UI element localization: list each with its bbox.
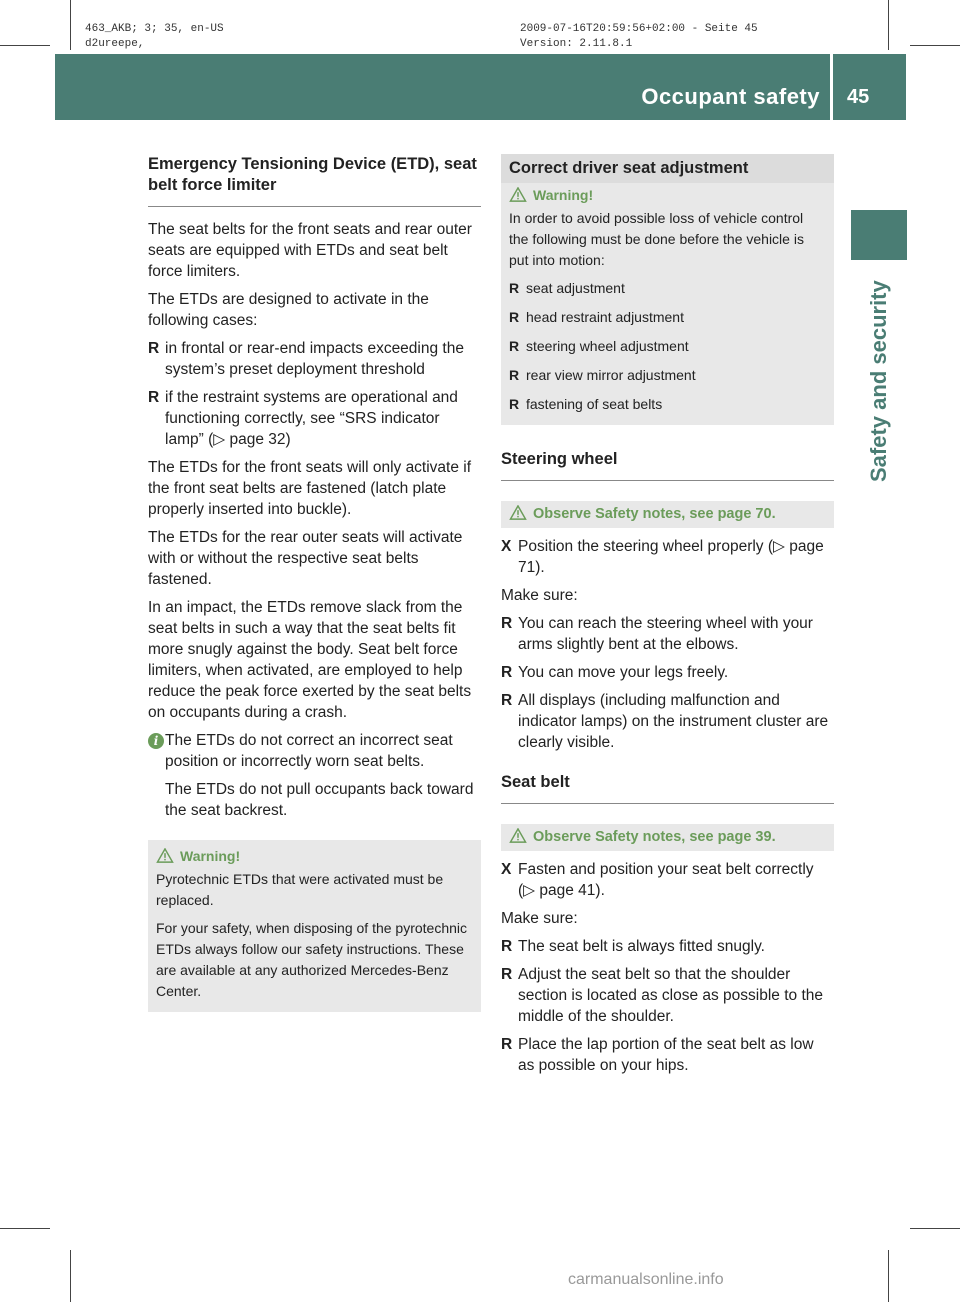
list-item-text: Adjust the seat belt so that the shoulder section is located as close as possible to the middle of the shoulder. (518, 966, 824, 1025)
bullet-icon: R (509, 338, 520, 354)
right-column (501, 154, 834, 1083)
crop-mark (888, 1250, 889, 1302)
list-item (509, 278, 826, 299)
bullet-icon: R (501, 692, 513, 709)
meta-line: d2ureepe, (85, 38, 145, 50)
info-icon: i (148, 733, 164, 749)
list-item (501, 613, 834, 655)
list-item-text: You can reach the steering wheel with your arms slightly bent at the elbows. (518, 615, 813, 653)
warning-triangle-icon (509, 505, 527, 520)
bullet-icon: R (509, 396, 520, 412)
paragraph: The ETDs are designed to activate in the following cases: (148, 291, 429, 329)
list-item-text: fastening of seat belts (526, 396, 663, 412)
section-heading-steering: Steering wheel (501, 449, 834, 481)
bullet-icon: R (509, 309, 520, 325)
list-item-text: The seat belt is always fitted snugly. (518, 938, 765, 955)
list-item (148, 338, 481, 380)
warning-triangle-icon (509, 187, 527, 202)
warning-triangle-icon (509, 828, 527, 843)
header-separator (830, 54, 833, 120)
step (501, 536, 834, 578)
paragraph: Make sure: (501, 910, 578, 927)
list-item (509, 365, 826, 386)
meta-line: Version: 2.11.8.1 (520, 38, 633, 50)
info-text: The ETDs do not correct an incorrect seat position or incorrectly worn seat belts. (165, 732, 453, 770)
step-icon: X (501, 861, 512, 878)
paragraph: The ETDs for the rear outer seats will activate with or without the respective seat belts fastened. (148, 529, 463, 588)
list-item (501, 690, 834, 753)
bullet-icon: R (148, 389, 160, 406)
warning-box-etd (148, 840, 481, 1012)
list-item (501, 964, 834, 1027)
safety-note (501, 824, 834, 851)
crop-mark (910, 1228, 960, 1229)
list-item (501, 936, 834, 957)
warning-text: For your safety, when disposing of the pyrotechnic ETDs always follow our safety instructions. These are available at any authorized Mercedes-Benz Center. (156, 920, 468, 999)
bullet-icon: R (501, 615, 513, 632)
list-item (509, 336, 826, 357)
paragraph: Make sure: (501, 587, 578, 604)
print-meta-left (85, 22, 224, 52)
warning-title-text: Warning! (533, 187, 594, 203)
warning-title (156, 846, 473, 867)
warning-title-text: Warning! (180, 848, 241, 864)
crop-mark (0, 1228, 50, 1229)
chapter-label: Safety and security (866, 280, 891, 482)
print-meta-right (520, 22, 758, 52)
section-heading-etd: Emergency Tensioning Device (ETD), seat belt force limiter (148, 154, 481, 207)
list-item-text: if the restraint systems are operational and functioning correctly, see “SRS indicator lamp” (▷ page 32) (165, 389, 458, 448)
bullet-icon: R (509, 367, 520, 383)
step-text: Position the steering wheel properly (▷ page 71). (518, 538, 824, 576)
meta-line: 463_AKB; 3; 35, en-US (85, 23, 224, 35)
list-item-text: in frontal or rear-end impacts exceeding the system’s preset deployment threshold (165, 340, 464, 378)
list-item (501, 662, 834, 683)
list-item (148, 387, 481, 450)
list-item (509, 307, 826, 328)
crop-mark (0, 45, 50, 46)
paragraph: The ETDs for the front seats will only activate if the front seat belts are fastened (latch plate properly inserted into buckle). (148, 459, 472, 518)
warning-title (509, 185, 826, 206)
watermark: carmanualsonline.info (568, 1271, 724, 1288)
info-icon-wrap (148, 730, 165, 751)
bullet-icon: R (148, 340, 160, 357)
safety-note-text: Observe Safety notes, see page 70. (533, 506, 776, 522)
left-column (148, 154, 481, 1012)
bullet-icon: R (501, 966, 513, 983)
warning-text: Pyrotechnic ETDs that were activated must be replaced. (156, 871, 444, 908)
meta-line: 2009-07-16T20:59:56+02:00 - Seite 45 (520, 23, 758, 35)
list-item-text: All displays (including malfunction and indicator lamps) on the instrument cluster are clearly visible. (518, 692, 829, 751)
list-item-text: You can move your legs freely. (518, 664, 729, 681)
list-item-text: Place the lap portion of the seat belt as low as possible on your hips. (518, 1036, 814, 1074)
paragraph: In an impact, the ETDs remove slack from the seat belts in such a way that the seat belts fit more snugly against the body. Seat belt force limiters, when activated, are employed to help reduce the peak force exerted by the seat belts on occupants during a crash. (148, 599, 472, 721)
section-heading-seat: Correct driver seat adjustment (501, 154, 834, 183)
list-item (509, 394, 826, 415)
warning-text: In order to avoid possible loss of vehicle control the following must be done before the vehicle is put into motion: (509, 210, 804, 268)
crop-mark (70, 0, 71, 50)
page-number: 45 (847, 86, 870, 108)
list-item-text: head restraint adjustment (526, 309, 684, 325)
crop-mark (910, 45, 960, 46)
side-tab (851, 210, 907, 260)
bullet-icon: R (509, 280, 520, 296)
list-item-text: seat adjustment (526, 280, 625, 296)
section-heading-seatbelt: Seat belt (501, 772, 834, 804)
crop-mark (888, 0, 889, 50)
crop-mark (70, 1250, 71, 1302)
list-item-text: rear view mirror adjustment (526, 367, 696, 383)
bullet-icon: R (501, 1036, 513, 1053)
step-icon: X (501, 538, 512, 555)
list-item-text: steering wheel adjustment (526, 338, 689, 354)
warning-triangle-icon (156, 848, 174, 863)
safety-note-text: Observe Safety notes, see page 39. (533, 829, 776, 845)
info-text: The ETDs do not pull occupants back toward the seat backrest. (165, 781, 474, 819)
safety-note (501, 501, 834, 528)
warning-box-seat (501, 183, 834, 425)
step-text: Fasten and position your seat belt correctly (▷ page 41). (518, 861, 814, 899)
bullet-icon: R (501, 664, 513, 681)
paragraph: The seat belts for the front seats and rear outer seats are equipped with ETDs and seat belt force limiters. (148, 221, 472, 280)
info-note (148, 730, 481, 772)
step (501, 859, 834, 901)
page-title: Occupant safety (641, 84, 820, 109)
bullet-icon: R (501, 938, 513, 955)
list-item (501, 1034, 834, 1076)
